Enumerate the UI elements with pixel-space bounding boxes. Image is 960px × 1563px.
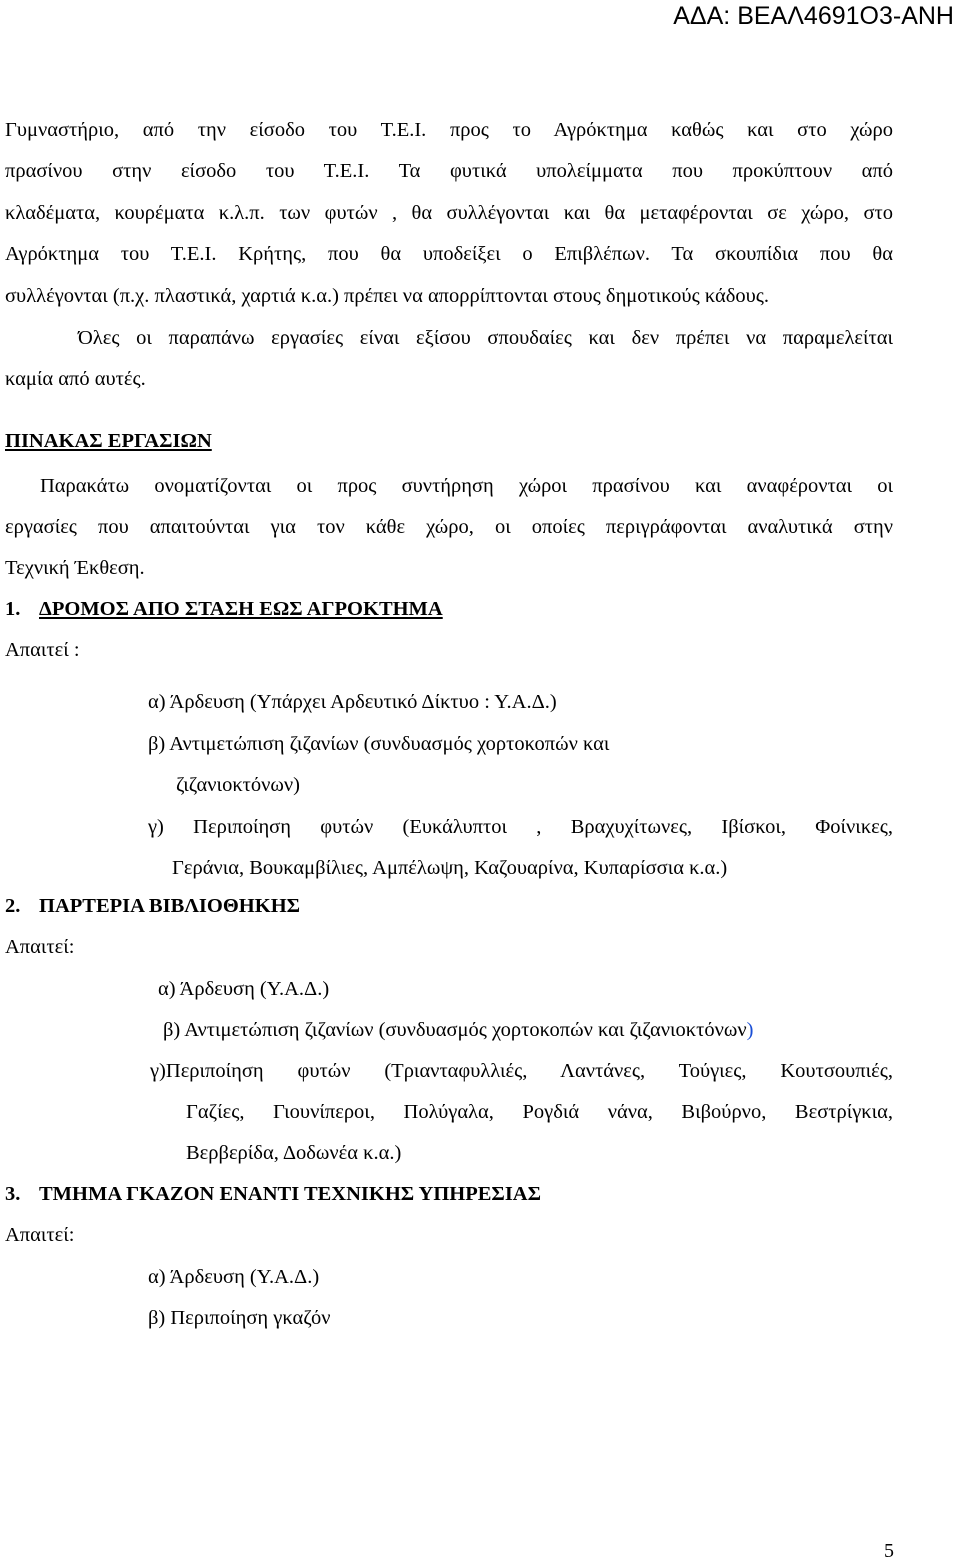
section-2-item-b-paren: ) (746, 1019, 754, 1041)
intro-line-5: συλλέγονται (π.χ. πλαστικά, χαρτιά κ.α.) πρέπει να απορρίπτονται στους δημοτικούς κάδους. (5, 285, 770, 307)
section-3-item-a: α) Άρδευση (Υ.Α.Δ.) (148, 1266, 320, 1288)
section-1-requires: Απαιτεί : (5, 639, 80, 661)
tasks-intro-line-3: Τεχνική Έκθεση. (5, 557, 145, 579)
section-2-item-c-cont-1: Γαζίες, Γιουνίπεροι, Πολύγαλα, Ρογδιά νάνα, Βιβούρνο, Βεστρίγκια, (186, 1101, 893, 1123)
section-3-number: 3. (5, 1183, 21, 1205)
section-1-title: ΔΡΟΜΟΣ ΑΠΟ ΣΤΑΣΗ ΕΩΣ ΑΓΡΟΚΤΗΜΑ (39, 598, 443, 620)
section-3-requires: Απαιτεί: (5, 1224, 75, 1246)
section-2-title: ΠΑΡΤΕΡΙΑ ΒΙΒΛΙΟΘΗΚΗΣ (39, 895, 301, 917)
section-2-item-b-text: β) Αντιμετώπιση ζιζανίων (συνδυασμός χορτοκοπών και ζιζανιοκτόνων (163, 1019, 747, 1041)
intro-line-4: Αγρόκτημα του Τ.Ε.Ι. Κρήτης, που θα υποδείξει ο Επιβλέπων. Τα σκουπίδια που θα (5, 243, 893, 265)
intro-line-6: Όλες οι παραπάνω εργασίες είναι εξίσου σπουδαίες και δεν πρέπει να παραμελείται (78, 327, 893, 349)
intro-line-1: Γυμναστήριο, από την είσοδο του Τ.Ε.Ι. προς το Αγρόκτημα καθώς και στο χώρο (5, 119, 893, 141)
section-3-title: ΤΜΗΜΑ ΓΚΑΖΟΝ ΕΝΑΝΤΙ ΤΕΧΝΙΚΗΣ ΥΠΗΡΕΣΙΑΣ (39, 1183, 542, 1205)
section-1-number: 1. (5, 598, 21, 620)
section-2-number: 2. (5, 895, 21, 917)
tasks-intro-line-2: εργασίες που απαιτούνται για τον κάθε χώρο, οι οποίες περιγράφονται αναλυτικά στην (5, 516, 893, 538)
section-1-item-c-cont: Γεράνια, Βουκαμβίλιες, Αμπέλωψη, Καζουαρίνα, Κυπαρίσσια κ.α.) (172, 857, 728, 879)
page-number: 5 (884, 1540, 894, 1562)
section-2-item-a: α) Άρδευση (Υ.Α.Δ.) (158, 978, 330, 1000)
intro-line-2: πρασίνου στην είσοδο του Τ.Ε.Ι. Τα φυτικά υπολείμματα που προκύπτουν από (5, 160, 893, 182)
section-1-item-b-cont: ζιζανιοκτόνων) (176, 774, 300, 796)
tasks-intro-line-1: Παρακάτω ονοματίζονται οι προς συντήρηση χώροι πρασίνου και αναφέρονται οι (40, 475, 893, 497)
section-2-item-c-cont-2: Βερβερίδα, Δοδωνέα κ.α.) (186, 1142, 402, 1164)
section-2-item-c: γ)Περιποίηση φυτών (Τριανταφυλλιές, Λαντάνες, Τούγιες, Κουτσουπιές, (150, 1060, 893, 1082)
section-2-item-b (163, 1017, 754, 1043)
section-1-item-b: β) Αντιμετώπιση ζιζανίων (συνδυασμός χορτοκοπών και (148, 733, 610, 755)
ada-code: ΑΔΑ: ΒΕΑΛ4691Ο3-ΑΝΗ (673, 2, 954, 30)
section-1-item-a: α) Άρδευση (Υπάρχει Αρδευτικό Δίκτυο : Υ.Α.Δ.) (148, 691, 557, 713)
section-3-item-b: β) Περιποίηση γκαζόν (148, 1307, 331, 1329)
section-1-item-c: γ) Περιποίηση φυτών (Ευκάλυπτοι , Βραχυχίτωνες, Ιβίσκοι, Φοίνικες, (148, 816, 893, 838)
tasks-heading: ΠΙΝΑΚΑΣ ΕΡΓΑΣΙΩΝ (5, 430, 212, 452)
intro-line-3: κλαδέματα, κουρέματα κ.λ.π. των φυτών , θα συλλέγονται και θα μεταφέρονται σε χώρο, στο (5, 202, 893, 224)
section-2-requires: Απαιτεί: (5, 936, 75, 958)
intro-line-7: καμία από αυτές. (5, 368, 146, 390)
